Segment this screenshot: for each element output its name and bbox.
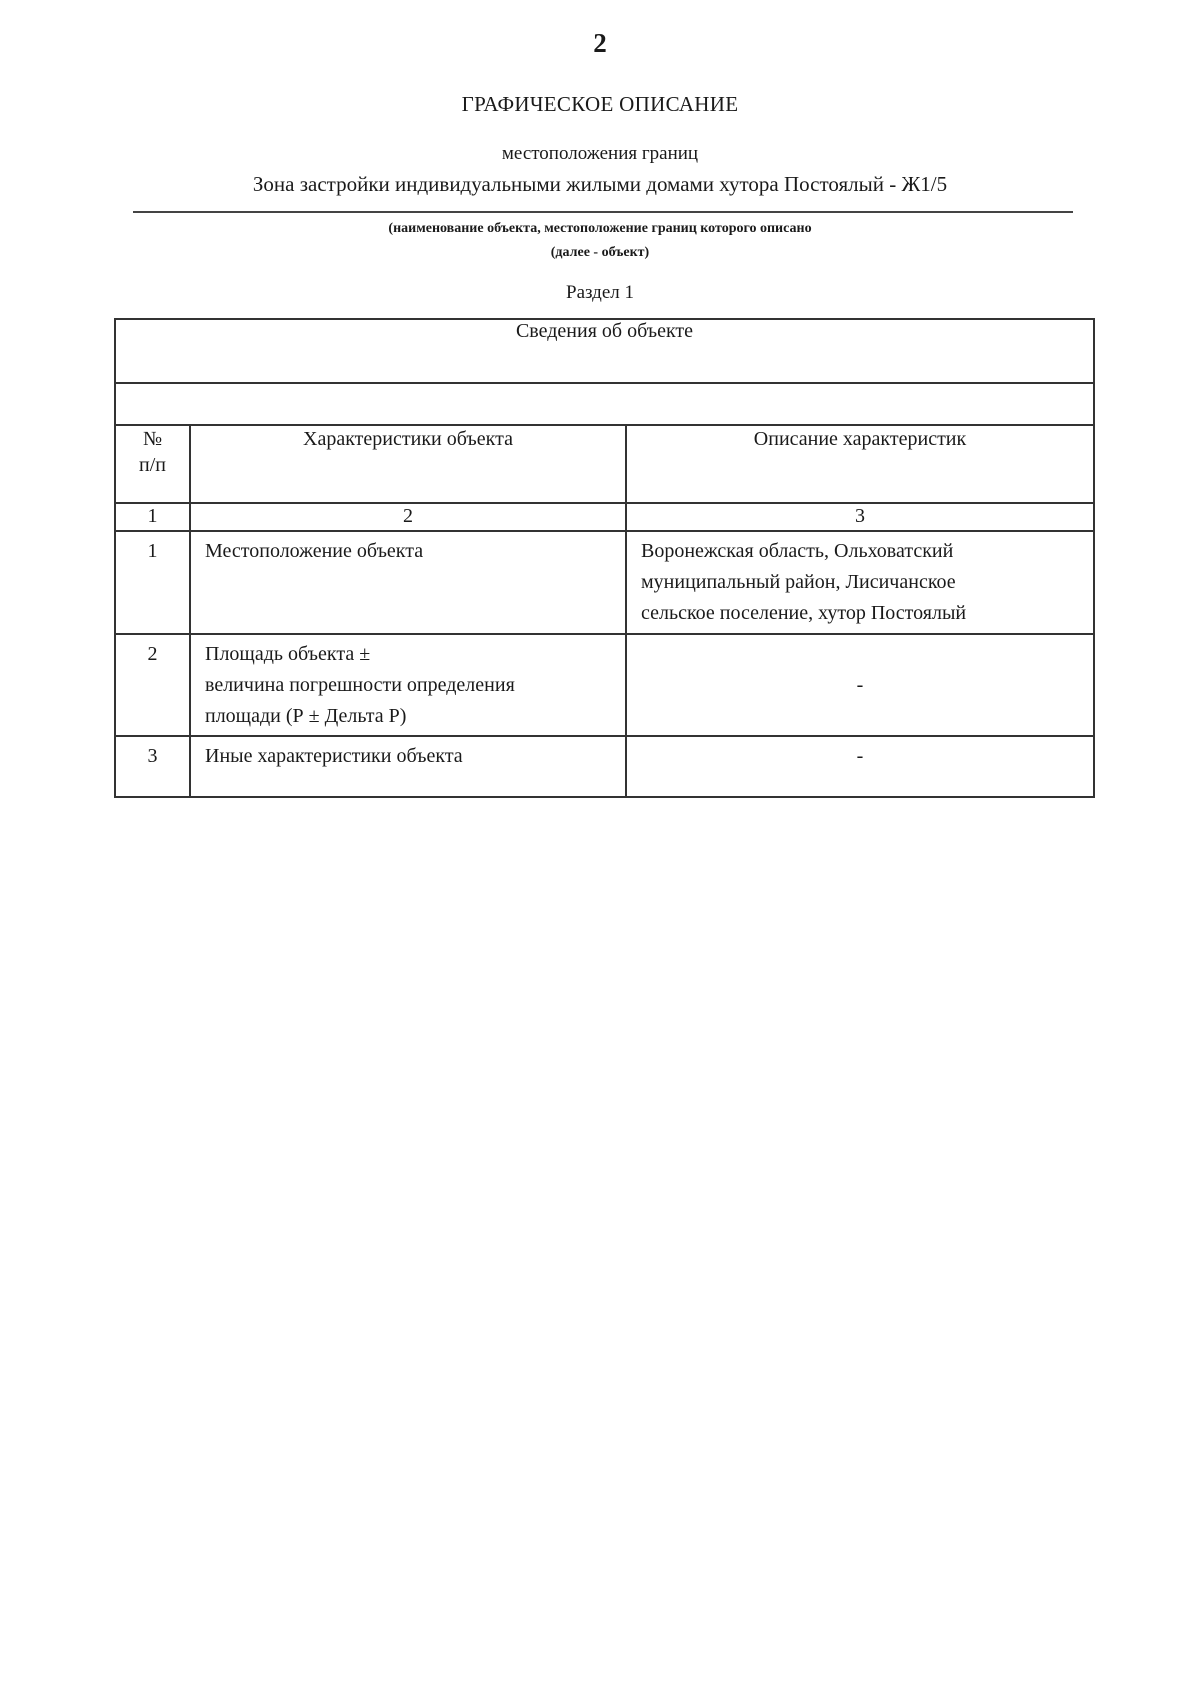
column-header-num	[115, 425, 190, 503]
document-subtitle: местоположения границ	[501, 143, 699, 164]
row-characteristic	[190, 531, 626, 634]
page-number: 2	[593, 28, 607, 58]
object-name-caption-line1: (наименование объекта, местоположение границ которого описано	[388, 221, 812, 236]
table-empty-row	[115, 383, 1094, 425]
row-description-line: Воронежская область, Ольховатский	[641, 540, 954, 562]
row-description-line: сельское поселение, хутор Постоялый	[641, 602, 967, 624]
column-index-cell: 1	[115, 503, 190, 531]
row-characteristic	[190, 736, 626, 797]
table-title: Сведения об объекте	[115, 319, 1094, 383]
row-description: -	[626, 736, 1094, 797]
object-name-caption-line2: (далее - объект)	[550, 245, 650, 260]
row-description-line: муниципальный район, Лисичанское	[641, 571, 956, 593]
row-characteristic	[190, 634, 626, 736]
row-description: -	[626, 634, 1094, 736]
row-characteristic-line: площади (Р ± Дельта Р)	[205, 705, 407, 727]
row-characteristic-line: величина погрешности определения	[205, 674, 515, 696]
row-number: 2	[115, 634, 190, 736]
document-title: ГРАФИЧЕСКОЕ ОПИСАНИЕ	[461, 92, 739, 116]
row-characteristic-line: Площадь объекта ±	[205, 643, 371, 665]
column-index-cell: 2	[190, 503, 626, 531]
column-index-row	[115, 503, 1094, 531]
column-header-row	[115, 425, 1094, 503]
row-description	[626, 531, 1094, 634]
table-row	[115, 531, 1094, 634]
object-name: Зона застройки индивидуальными жилыми домами хутора Постоялый - Ж1/5	[252, 172, 948, 196]
empty-cell	[115, 383, 1094, 425]
column-header-num-line2: п/п	[139, 454, 166, 476]
row-number: 3	[115, 736, 190, 797]
column-index-cell: 3	[626, 503, 1094, 531]
row-number: 1	[115, 531, 190, 634]
table-row	[115, 634, 1094, 736]
column-header-num-line1: №	[142, 428, 163, 450]
title-underline	[133, 211, 1073, 213]
object-info-table	[114, 318, 1095, 798]
row-characteristic-line: Местоположение объекта	[205, 540, 424, 562]
row-characteristic-line: Иные характеристики объекта	[205, 745, 463, 767]
section-label: Раздел 1	[566, 282, 634, 303]
column-header-description: Описание характеристик	[626, 425, 1094, 503]
table-title-row	[115, 319, 1094, 383]
table-row	[115, 736, 1094, 797]
column-header-characteristic: Характеристики объекта	[190, 425, 626, 503]
